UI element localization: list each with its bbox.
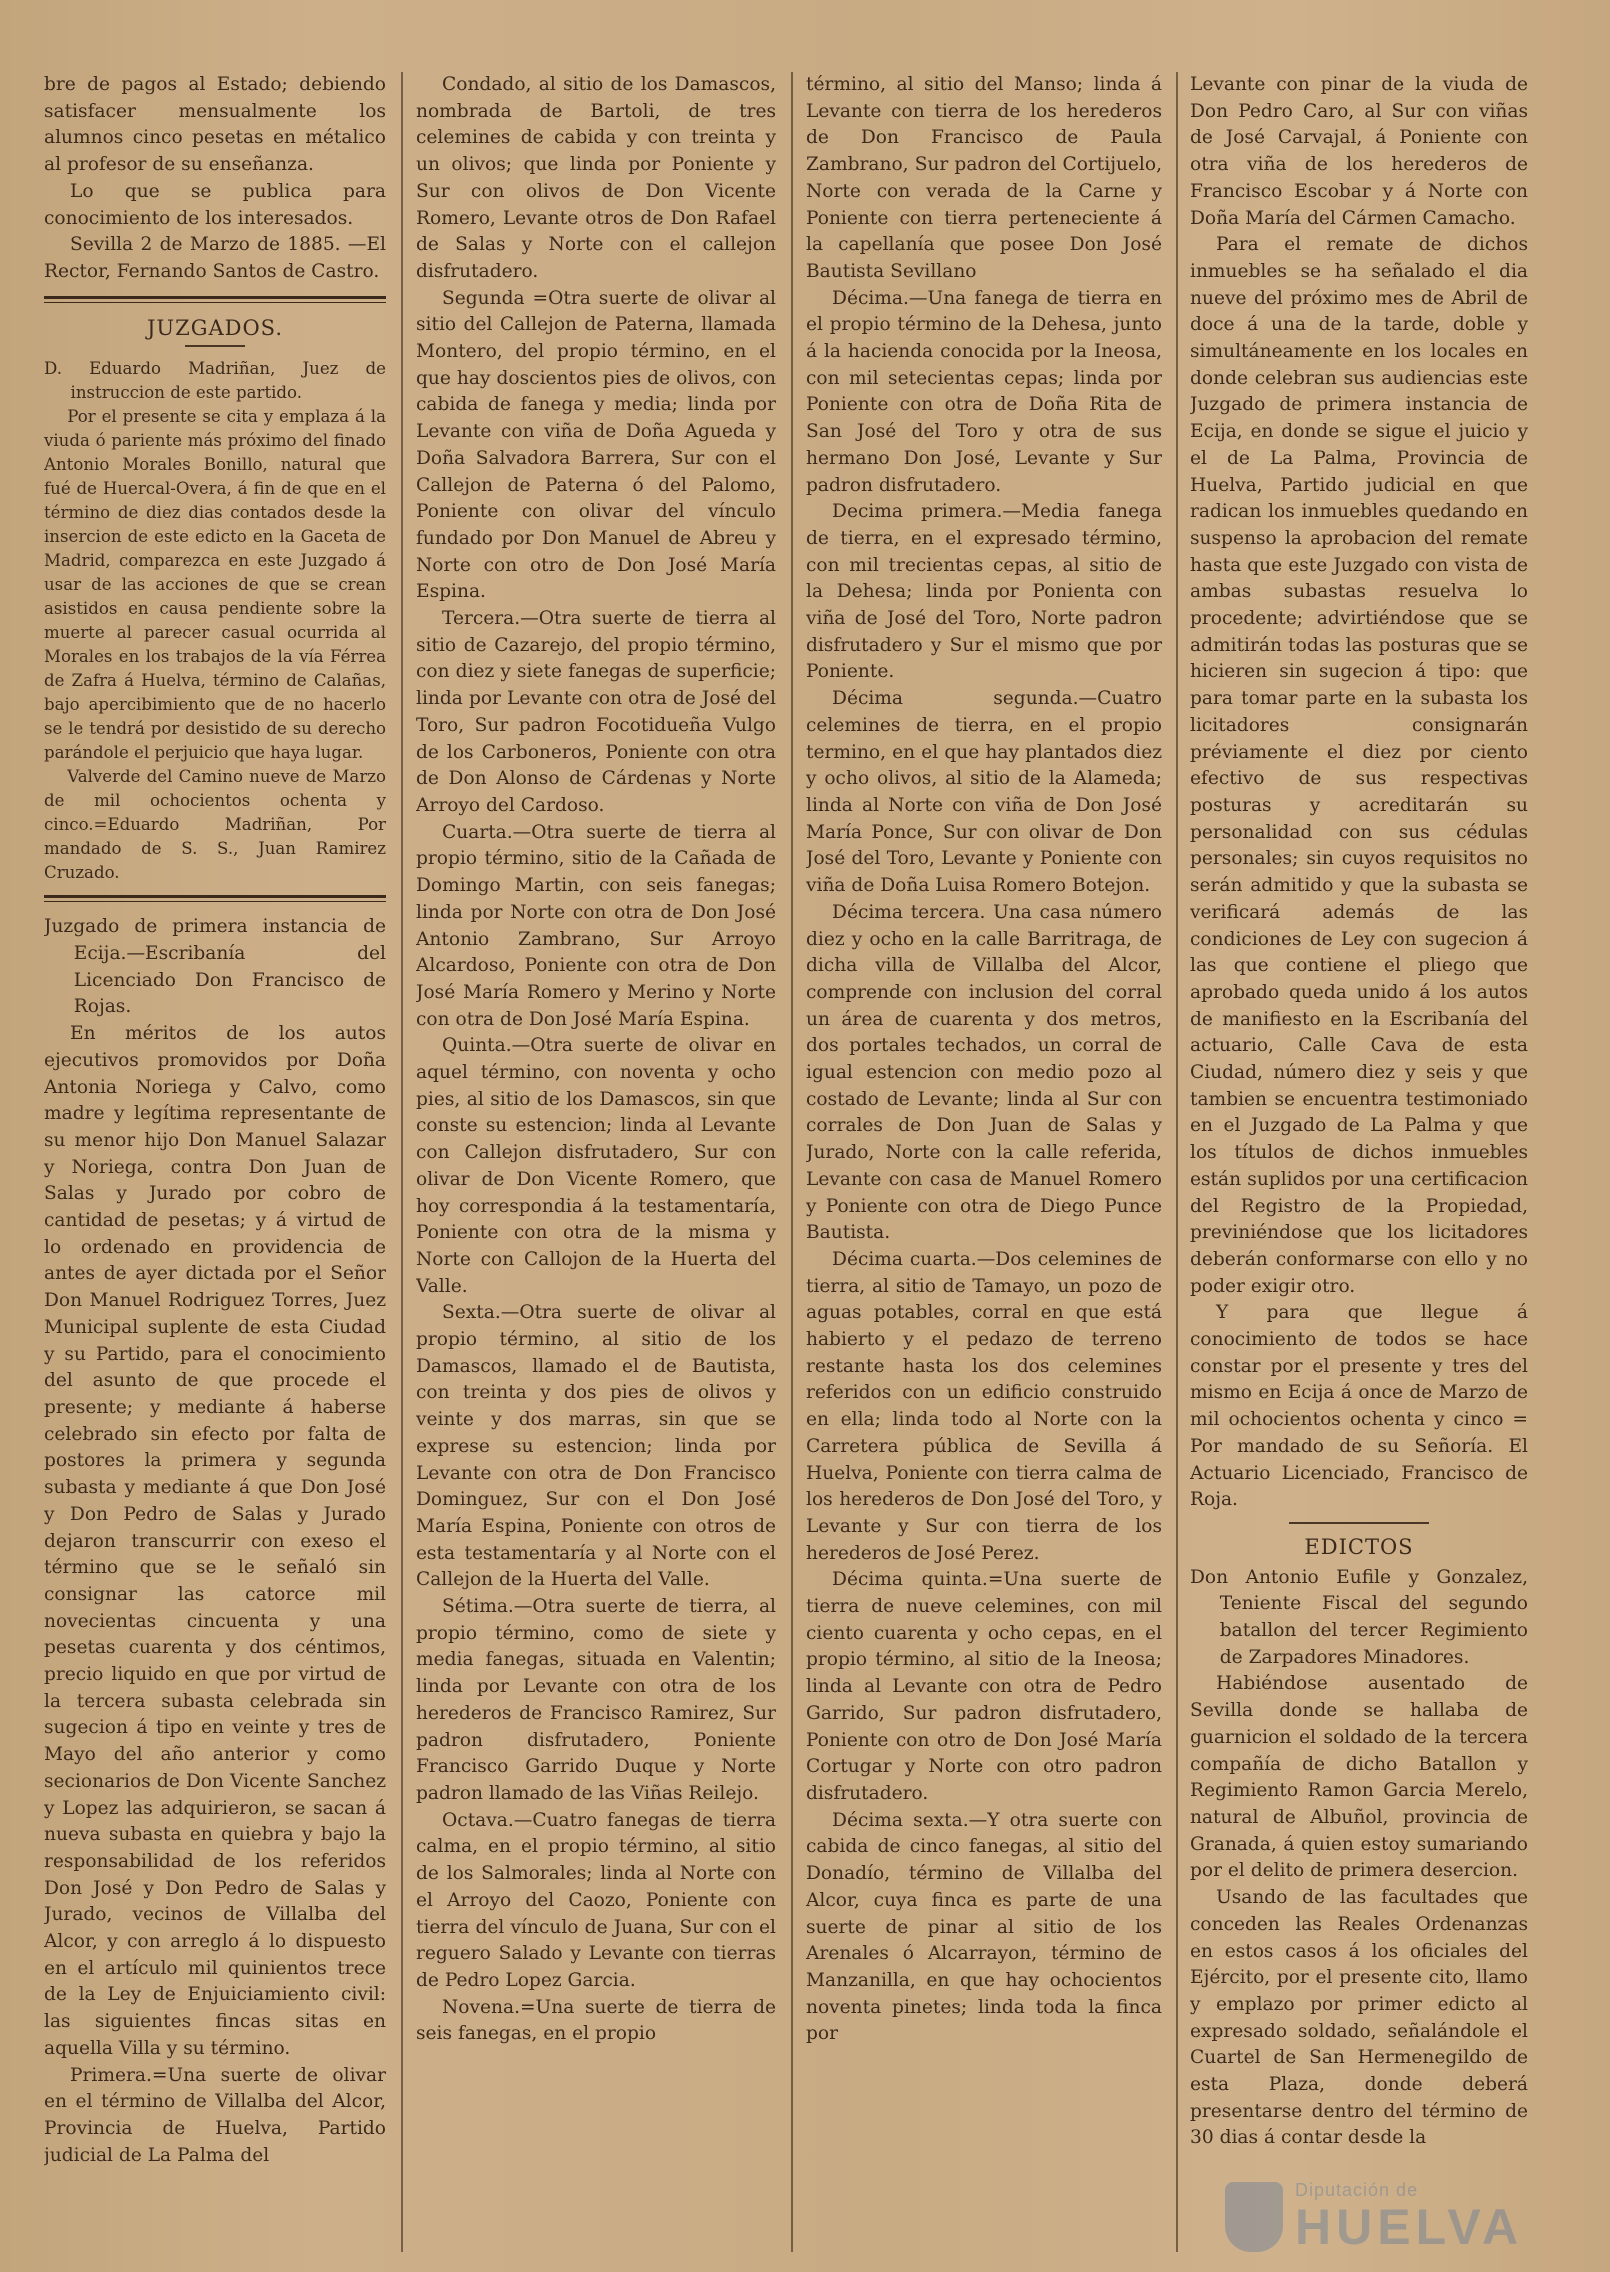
lot-primera: Primera.=Una suerte de olivar en el término de Villalba del Alcor, Provincia de Huelva, Partido judicial de La Palma del xyxy=(44,2064,386,2166)
column-2 xyxy=(416,72,776,2252)
lot-decima-cuarta: Décima cuarta.—Dos celemines de tierra, al sitio de Tamayo, un pozo de aguas potables, corral en que está habierto y el pedazo de terreno restante hasta los dos celemines referidos con un edificio construido en ella; linda todo al Norte con la Carretera pública de Sevilla á Huelva, Poniente con tierra calma de los herederos de Don José del Toro, y Levante y Sur con tierra de los herederos de José Perez. xyxy=(806,1248,1162,1564)
column-3 xyxy=(806,72,1162,2252)
lot-cuarta: Cuarta.—Otra suerte de tierra al propio término, sitio de la Cañada de Domingo Martin, con seis fanegas; linda por Norte con otra de Don José Antonio Zambrano, Sur Arroyo Alcardoso, Poniente con otra de Don José María Romero y Merino y Norte con otra de Don José María Espina. xyxy=(416,821,776,1030)
lot-quinta: Quinta.—Otra suerte de olivar en aquel término, con noventa y ocho pies, al sitio de los Damascos, sin que conste su estencion; linda al Levante con Callejon disfrutadero, Sur con olivar de Don Vicente Romero, que hoy correspondia á la testamentaría, Poniente con otra de la misma y Norte con Callojon de la Huerta del Valle. xyxy=(416,1035,776,1297)
archive-watermark xyxy=(1225,2176,1535,2260)
section-divider xyxy=(44,296,386,303)
lot-decima: Décima.—Una fanega de tierra en el propio término de la Dehesa, junto á la hacienda conocida por la Ineosa, con mil setecientas cepas; linda por Poniente con otra de Doña Rita de San José del Toro y otra de sus hermano Don José, Levante y Sur padron disfrutadero. xyxy=(806,287,1162,496)
lot-decima-segunda: Décima segunda.—Cuatro celemines de tierra, en el propio termino, en el que hay plantados diez y ocho olivos, al sitio de la Alameda; linda al Norte con viña de Don José María Ponce, Sur con olivar de Don José del Toro, Levante y Poniente con viña de Doña Luisa Romero Botejon. xyxy=(806,688,1162,897)
edict-body: Habiéndose ausentado de Sevilla donde se hallaba de guarnicion el soldado de la tercera compañía de dicho Batallon y Regimiento Ramon Garcia Merelo, natural de Albuñol, provincia de Granada, á quien estoy sumariando por el delito de primera desercion. xyxy=(1190,1673,1528,1882)
paragraph: término, al sitio del Manso; linda á Levante con tierra de los herederos de Don Francisco de Paula Zambrano, Sur padron del Cortijuelo, Norte con verada de la Carne y Poniente con tierra perteneciente á la capellanía que posee Don José Bautista Sevillano xyxy=(806,74,1162,282)
notice-divider xyxy=(44,895,386,902)
section-heading-juzgados: JUZGADOS. xyxy=(146,315,283,340)
lot-sexta: Sexta.—Otra suerte de olivar al propio término, al sitio de los Damascos, llamado el de Bautista, con treinta y dos pies de olivos y veinte y dos marras, sin que se exprese su estencion; linda por Levante con otra de Don Francisco Dominguez, Sur con el Don José María Espina, Poniente con otros de esta testamentaría y al Norte con el Callejon de la Huerta del Valle. xyxy=(416,1302,776,1591)
lot-decima-primera: Decima primera.—Media fanega de tierra, en el expresado término, con mil trecientas cepas, al sitio de la Dehesa; linda por Ponienta con viña de José del Toro, Norte padron disfrutadero y Sur el mismo que por Poniente. xyxy=(806,501,1162,683)
section-heading-edictos: EDICTOS xyxy=(1304,1534,1414,1559)
lot-decima-tercera: Décima tercera. Una casa número diez y ocho en la calle Barritraga, de dicha villa de Villalba del Alcor, comprende con inclusion del corral un área de cuarenta y dos metros, dos portales techados, un corral de igual estencion con medio pozo al costado de Levante; linda al Sur con corrales de Don Juan de Salas y Jurado, Norte con la calle referida, Levante con casa de Manuel Romero y Poniente con otra de Diego Punce Bautista. xyxy=(806,901,1162,1244)
column-rule xyxy=(1176,72,1178,2252)
lot-segunda: Segunda =Otra suerte de olivar al sitio del Callejon de Paterna, llamada Montero, del propio término, en el que hay doscientos pies de olivos, con cabida de fanega y media; linda por Levante con viña de Doña Agueda y Doña Salvadora Barrera, Sur con el Callejon de Paterna ó del Palomo, Poniente con olivar del vínculo fundado por Don Manuel de Abreu y Norte con otro de Don José María Espina. xyxy=(416,287,776,603)
notice-body: En méritos de los autos ejecutivos promovidos por Doña Antonia Noriega y Calvo, como madre y legítima representante de su menor hijo Don Manuel Salazar y Noriega, contra Don Juan de Salas y Jurado por cobro de cantidad de pesetas; y á virtud de lo ordenado en providencia de antes de ayer dictada por el Señor Don Manuel Rodriguez Torres, Juez Municipal suplente de esta Ciudad y su Partido, para el conocimiento del asunto de que procede el presente; y mediante á haberse celebrado sin efecto por falta de postores la primera y segunda subasta y mediante á que Don José y Don Pedro de Salas y Jurado dejaron transcurrir con exeso el término que se le señaló sin consignar las catorce mil novecientas cincuenta y una pesetas cuarenta y dos céntimos, precio liquido en que por virtud de la tercera subasta celebrada sin sugecion á tipo en veinte y tres de Mayo del año anterior y como secionarios de Don Vicente Sanchez y Lopez las adquirieron, se sacan á nueva subasta en quiebra y bajo la responsabilidad de los referidos Don José y Don Pedro de Salas y Jurado, vecinos de Villalba del Alcor, y con arreglo á lo dispuesto en el artículo mil quinientos trece de la Ley de Enjuiciamiento civil: las siguientes fincas sitas en aquella Villa y su término. xyxy=(44,1023,386,2059)
paragraph: Levante con pinar de la viuda de Don Pedro Caro, al Sur con viñas de José Carvajal, á Poniente con otra viña de los herederos de Francisco Escobar y á Norte con Doña María del Cármen Camacho. xyxy=(1190,74,1528,229)
notice-close: Y para que llegue á conocimiento de todos se hace constar por el presente y tres del mismo en Ecija á once de Marzo de mil ochocientos ochenta y cinco = Por mandado de su Señoría. El Actuario Licenciado, Francisco de Roja. xyxy=(1190,1302,1528,1511)
heading-rule xyxy=(185,345,245,347)
column-rule xyxy=(791,72,793,2252)
edict-body: Usando de las facultades que conceden las Reales Ordenanzas en estos casos á los oficiales del Ejército, por el presente cito, llamo y emplazo por primer edicto al expresado soldado, señalándole el Cuartel de San Hermenegildo de esta Plaza, donde deberá presentarse dentro del término de 30 dias á contar desde la xyxy=(1190,1887,1528,2149)
lot-setima: Sétima.—Otra suerte de tierra, al propio término, como de siete y media fanegas, situada en Valentin; linda por Levante con otra de los herederos de Francisco Ramirez, Sur padron disfrutadero, Poniente Francisco Garrido Duque y Norte padron llamado de las Viñas Reilejo. xyxy=(416,1596,776,1804)
auction-terms: Para el remate de dichos inmuebles se ha señalado el dia nueve del próximo mes de Abril de doce á una de la tarde, doble y simultáneamente en los locales en donde celebran sus audiencias este Juzgado de primera instancia de Ecija, en donde se sigue el juicio y el de La Palma, Provincia de Huelva, Partido judicial en que radican los inmuebles quedando en suspenso la aprobacion del remate hasta que este Juzgado con vista de ambas subastas resuelva lo procedente; advirtiéndose que se admitirán todas las posturas que se hicieren sin sugecion á tipo: que para tomar parte en la subasta los licitadores consignarán préviamente el diez por ciento efectivo de sus respectivas posturas y acreditarán su personalidad con sus cédulas personales; sin cuyos requisitos no serán admitido y que la subasta se verificará además de las condiciones de Ley con sugecion á las que contiene el pliego que aprobado queda unido á los autos de manifiesto en la Escribanía del actuario, Calle Cava de esta Ciudad, número diez y seis y que tambien se encuentra testimoniado en el Juzgado de La Palma y que los títulos de dichos inmuebles están suplidos por una certificacion del Registro de la Propiedad, previniéndose que los licitadores deberán conformarse con ello y no poder exigir otro. xyxy=(1190,234,1528,1297)
section-rule xyxy=(1289,1522,1429,1524)
paragraph: Lo que se publica para conocimiento de los interesados. xyxy=(44,180,386,229)
edict-intro: Don Antonio Eufile y Gonzalez, Teniente Fiscal del segundo batallon del tercer Regimiento de Zarpadores Minadores. xyxy=(1190,1566,1528,1668)
paragraph: bre de pagos al Estado; debiendo satisfacer mensualmente los alumnos cinco pesetas en métalico al profesor de su enseñanza. xyxy=(44,74,386,176)
notice-body: Por el presente se cita y emplaza á la viuda ó pariente más próximo del finado Antonio Morales Bonillo, natural que fué de Huercal-Overa, á fin de que en el término de diez dias contados desde la insercion de este edicto en la Gaceta de Madrid, comparezca en este Juzgado á usar de las acciones de que se crean asistidos en causa pendiente sobre la muerte al parecer casual ocurrida al Morales en los trabajos de la vía Férrea de Zafra á Huelva, término de Calañas, bajo apercibimiento que de no hacerlo se le tendrá por desistido de su derecho parándole el perjuicio que haya lugar. xyxy=(44,407,386,763)
watermark-line-2: HUELVA xyxy=(1295,2199,1524,2255)
column-rule xyxy=(401,72,403,2252)
shield-icon xyxy=(1225,2182,1283,2252)
lot-tercera: Tercera.—Otra suerte de tierra al sitio de Cazarejo, del propio término, con diez y siete fanegas de superficie; linda por Levante con otra de José del Toro, Sur padron Focotidueña Vulgo de los Carboneros, Poniente con otra de Don Alonso de Cárdenas y Norte Arroyo del Cardoso. xyxy=(416,608,776,816)
watermark-line-1: Diputación de xyxy=(1295,2180,1419,2200)
lot-decima-quinta: Décima quinta.=Una suerte de tierra de nueve celemines, con mil ciento cuarenta y ocho cepas, en el propio término, al sitio de la Ineosa; linda al Levante con otra de Pedro Garrido, Sur padron disfrutadero, Poniente con otro de Don José María Cortugar y Norte con otro padron disfrutadero. xyxy=(806,1569,1162,1804)
column-4 xyxy=(1190,72,1528,2252)
notice-header: Juzgado de primera instancia de Ecija.—Escribanía del Licenciado Don Francisco de Rojas. xyxy=(44,916,386,1018)
column-1 xyxy=(44,72,386,2252)
lot-novena: Novena.=Una suerte de tierra de seis fanegas, en el propio xyxy=(416,1996,776,2045)
notice-close: Valverde del Camino nueve de Marzo de mil ochocientos ochenta y cinco.=Eduardo Madriñan, Por mandado de S. S., Juan Ramirez Cruzado. xyxy=(44,767,386,883)
lot-decima-sexta: Décima sexta.—Y otra suerte con cabida de cinco fanegas, al sitio del Donadío, término de Villalba del Alcor, cuya finca es parte de una suerte de pinar al sitio de los Arenales ó Alcarrayon, término de Manzanilla, en que hay ochocientos noventa pinetes; linda toda la finca por xyxy=(806,1809,1162,2045)
lot-octava: Octava.—Cuatro fanegas de tierra calma, en el propio término, al sitio de los Salmorales; linda al Norte con el Arroyo del Caozo, Poniente con tierra del vínculo de Juana, Sur con el reguero Salado y Levante con tierras de Pedro Lopez Garcia. xyxy=(416,1809,776,1991)
paragraph: Condado, al sitio de los Damascos, nombrada de Bartoli, de tres celemines de cabida y con treinta y un olivos; que linda por Poniente y Sur con olivos de Don Vicente Romero, Levante otros de Don Rafael de Salas y Norte con el callejon disfrutadero. xyxy=(416,74,776,282)
signature-line: Sevilla 2 de Marzo de 1885. —El Rector, Fernando Santos de Castro. xyxy=(44,234,386,282)
notice-intro: D. Eduardo Madriñan, Juez de instruccion de este partido. xyxy=(44,359,386,403)
